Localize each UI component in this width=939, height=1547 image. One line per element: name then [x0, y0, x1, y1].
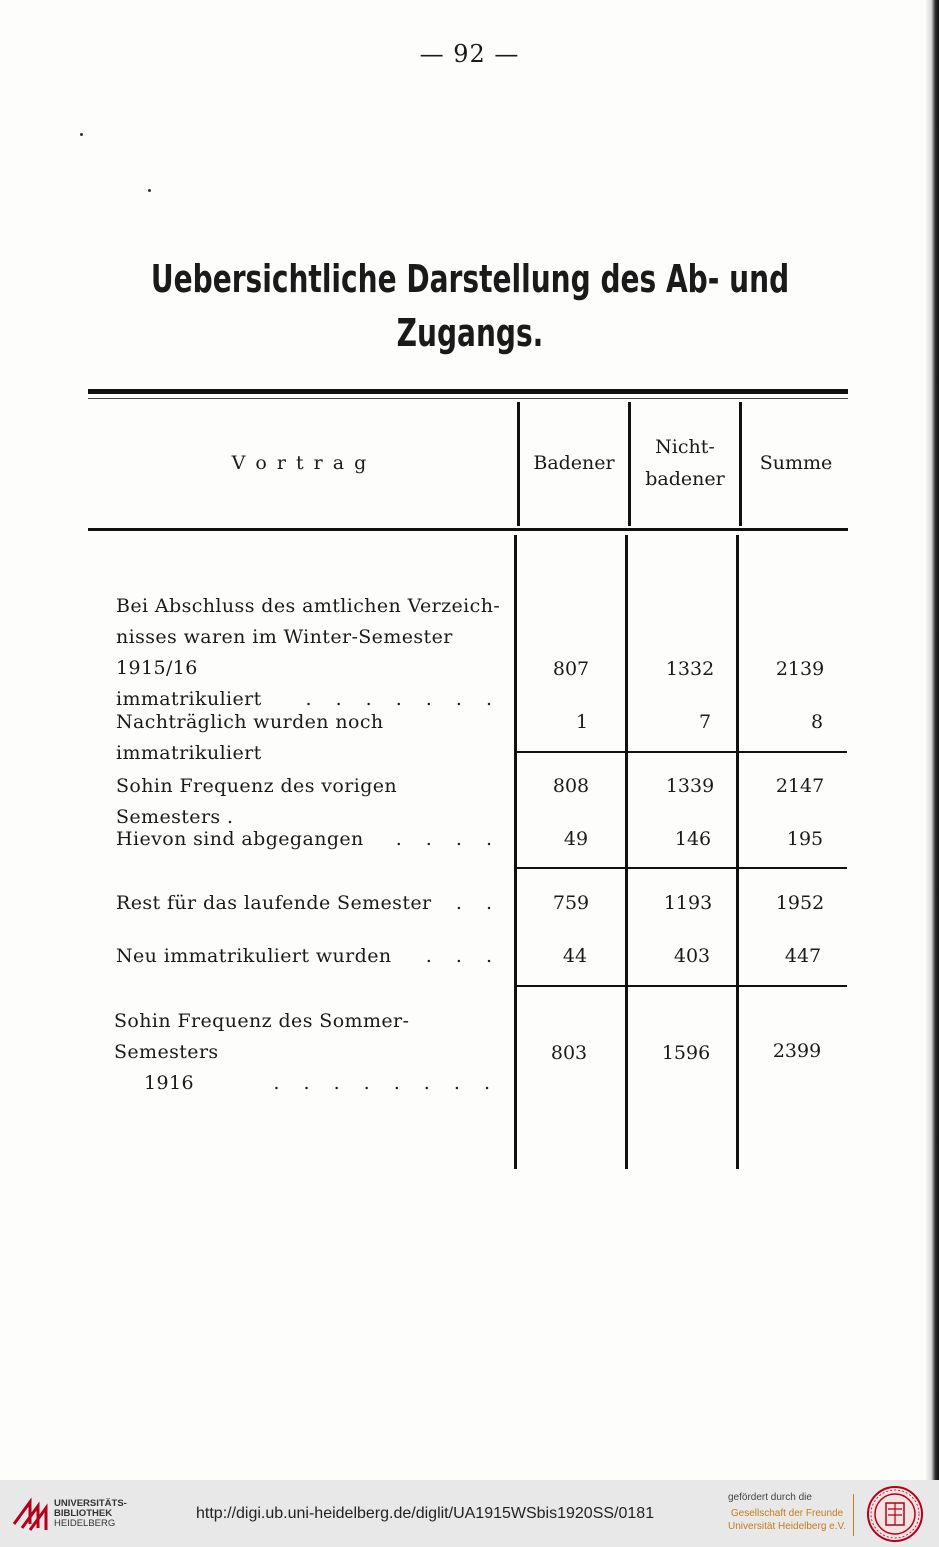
- leader-dots: . . . . . . .: [305, 688, 501, 710]
- column-divider: [736, 535, 739, 1169]
- cell-badener: 759: [552, 892, 590, 914]
- leader-dots: . . . .: [395, 828, 501, 850]
- cell-summe: 1952: [775, 892, 825, 914]
- row-label-line: Nachträglich wurden noch immatrikuliert: [116, 711, 384, 764]
- row-label-line: 1916: [144, 1072, 194, 1094]
- leader-dots: . . .: [425, 945, 501, 967]
- row-label-line: Sohin Frequenz des vorigen Semesters .: [116, 775, 398, 828]
- page-edge-shadow: [925, 0, 939, 1480]
- library-name-line: UNIVERSITÄTS-: [54, 1498, 127, 1509]
- title-line-2: Zugangs.: [396, 311, 544, 355]
- cell-summe: 2399: [772, 1040, 822, 1062]
- table-row-label: [116, 591, 501, 715]
- table-row-label: [116, 888, 501, 919]
- library-name-line: HEIDELBERG: [54, 1518, 116, 1529]
- header-badener: Badener: [533, 452, 615, 474]
- cell-badener: 808: [552, 775, 590, 797]
- cell-summe: 2147: [775, 775, 825, 797]
- cell-badener: 803: [550, 1042, 588, 1064]
- row-label-line: Bei Abschluss des amtlichen Verzeich-: [116, 595, 501, 617]
- header-divider: [628, 402, 631, 526]
- subtotal-rule: [516, 867, 847, 869]
- table-row-label: [114, 1006, 499, 1099]
- cell-nichtbadener: 7: [698, 711, 712, 733]
- scan-speck: [148, 189, 151, 192]
- footer-divider: [853, 1494, 854, 1536]
- table-row-label: [116, 941, 501, 972]
- cell-nichtbadener: 1339: [665, 775, 715, 797]
- page-number: — 92 —: [419, 40, 520, 68]
- cell-summe: 195: [786, 828, 824, 850]
- title-line-1: Uebersichtliche Darstellung des Ab- und: [150, 257, 790, 301]
- row-label-line: nisses waren im Winter-Semester 1915/16: [116, 626, 453, 679]
- header-summe: Summe: [759, 452, 833, 474]
- header-nicht-line2: badener: [645, 468, 725, 490]
- cell-summe: 2139: [775, 658, 825, 680]
- column-divider: [625, 535, 628, 1169]
- cell-badener: 807: [552, 658, 590, 680]
- table-row-label: [116, 824, 501, 855]
- page-title: [134, 252, 806, 360]
- header-vortrag: V o r t r a g: [231, 452, 369, 474]
- library-name: [54, 1499, 127, 1529]
- table-row-label: [116, 707, 501, 769]
- row-label-line: Neu immatrikuliert wurden: [116, 945, 392, 967]
- cell-nichtbadener: 1596: [661, 1042, 711, 1064]
- header-nicht-line1: Nicht-: [655, 436, 715, 458]
- row-label-line: immatrikuliert: [116, 688, 262, 710]
- cell-nichtbadener: 146: [674, 828, 712, 850]
- cell-nichtbadener: 1332: [665, 658, 715, 680]
- leader-dots: . .: [455, 892, 501, 914]
- university-seal-icon: [866, 1485, 924, 1543]
- cell-badener: 1: [575, 711, 589, 733]
- cell-nichtbadener: 403: [673, 945, 711, 967]
- library-logo-icon: [10, 1488, 54, 1532]
- library-name-line: BIBLIOTHEK: [54, 1508, 113, 1519]
- header-bottom-rule: [88, 528, 848, 531]
- table-top-thin-rule: [88, 398, 848, 399]
- table-top-rule: [88, 389, 848, 394]
- leader-dots: . . . . . . . .: [273, 1072, 499, 1094]
- row-label-line: Sohin Frequenz des Sommer-Semesters: [114, 1010, 410, 1063]
- cell-badener: 44: [562, 945, 588, 967]
- subtotal-rule: [516, 985, 847, 987]
- column-divider: [514, 535, 517, 1169]
- society-line: Gesellschaft der Freunde: [730, 1508, 844, 1519]
- cell-badener: 49: [563, 828, 589, 850]
- scan-speck: [80, 133, 83, 136]
- permalink-url[interactable]: http://digi.ub.uni-heidelberg.de/diglit/UA1915WSbis1920SS/0181: [196, 1505, 655, 1522]
- row-label-line: Hievon sind abgegangen: [116, 828, 364, 850]
- society-line: Universität Heidelberg e.V.: [728, 1521, 847, 1532]
- subtotal-rule: [516, 751, 847, 753]
- cell-summe: 8: [810, 711, 824, 733]
- cell-nichtbadener: 1193: [663, 892, 713, 914]
- sponsor-label: gefördert durch die: [728, 1492, 812, 1503]
- sponsor-society: [728, 1507, 846, 1533]
- viewer-footer: [0, 1480, 939, 1547]
- cell-summe: 447: [784, 945, 822, 967]
- row-label-line: Rest für das laufende Semester: [116, 892, 432, 914]
